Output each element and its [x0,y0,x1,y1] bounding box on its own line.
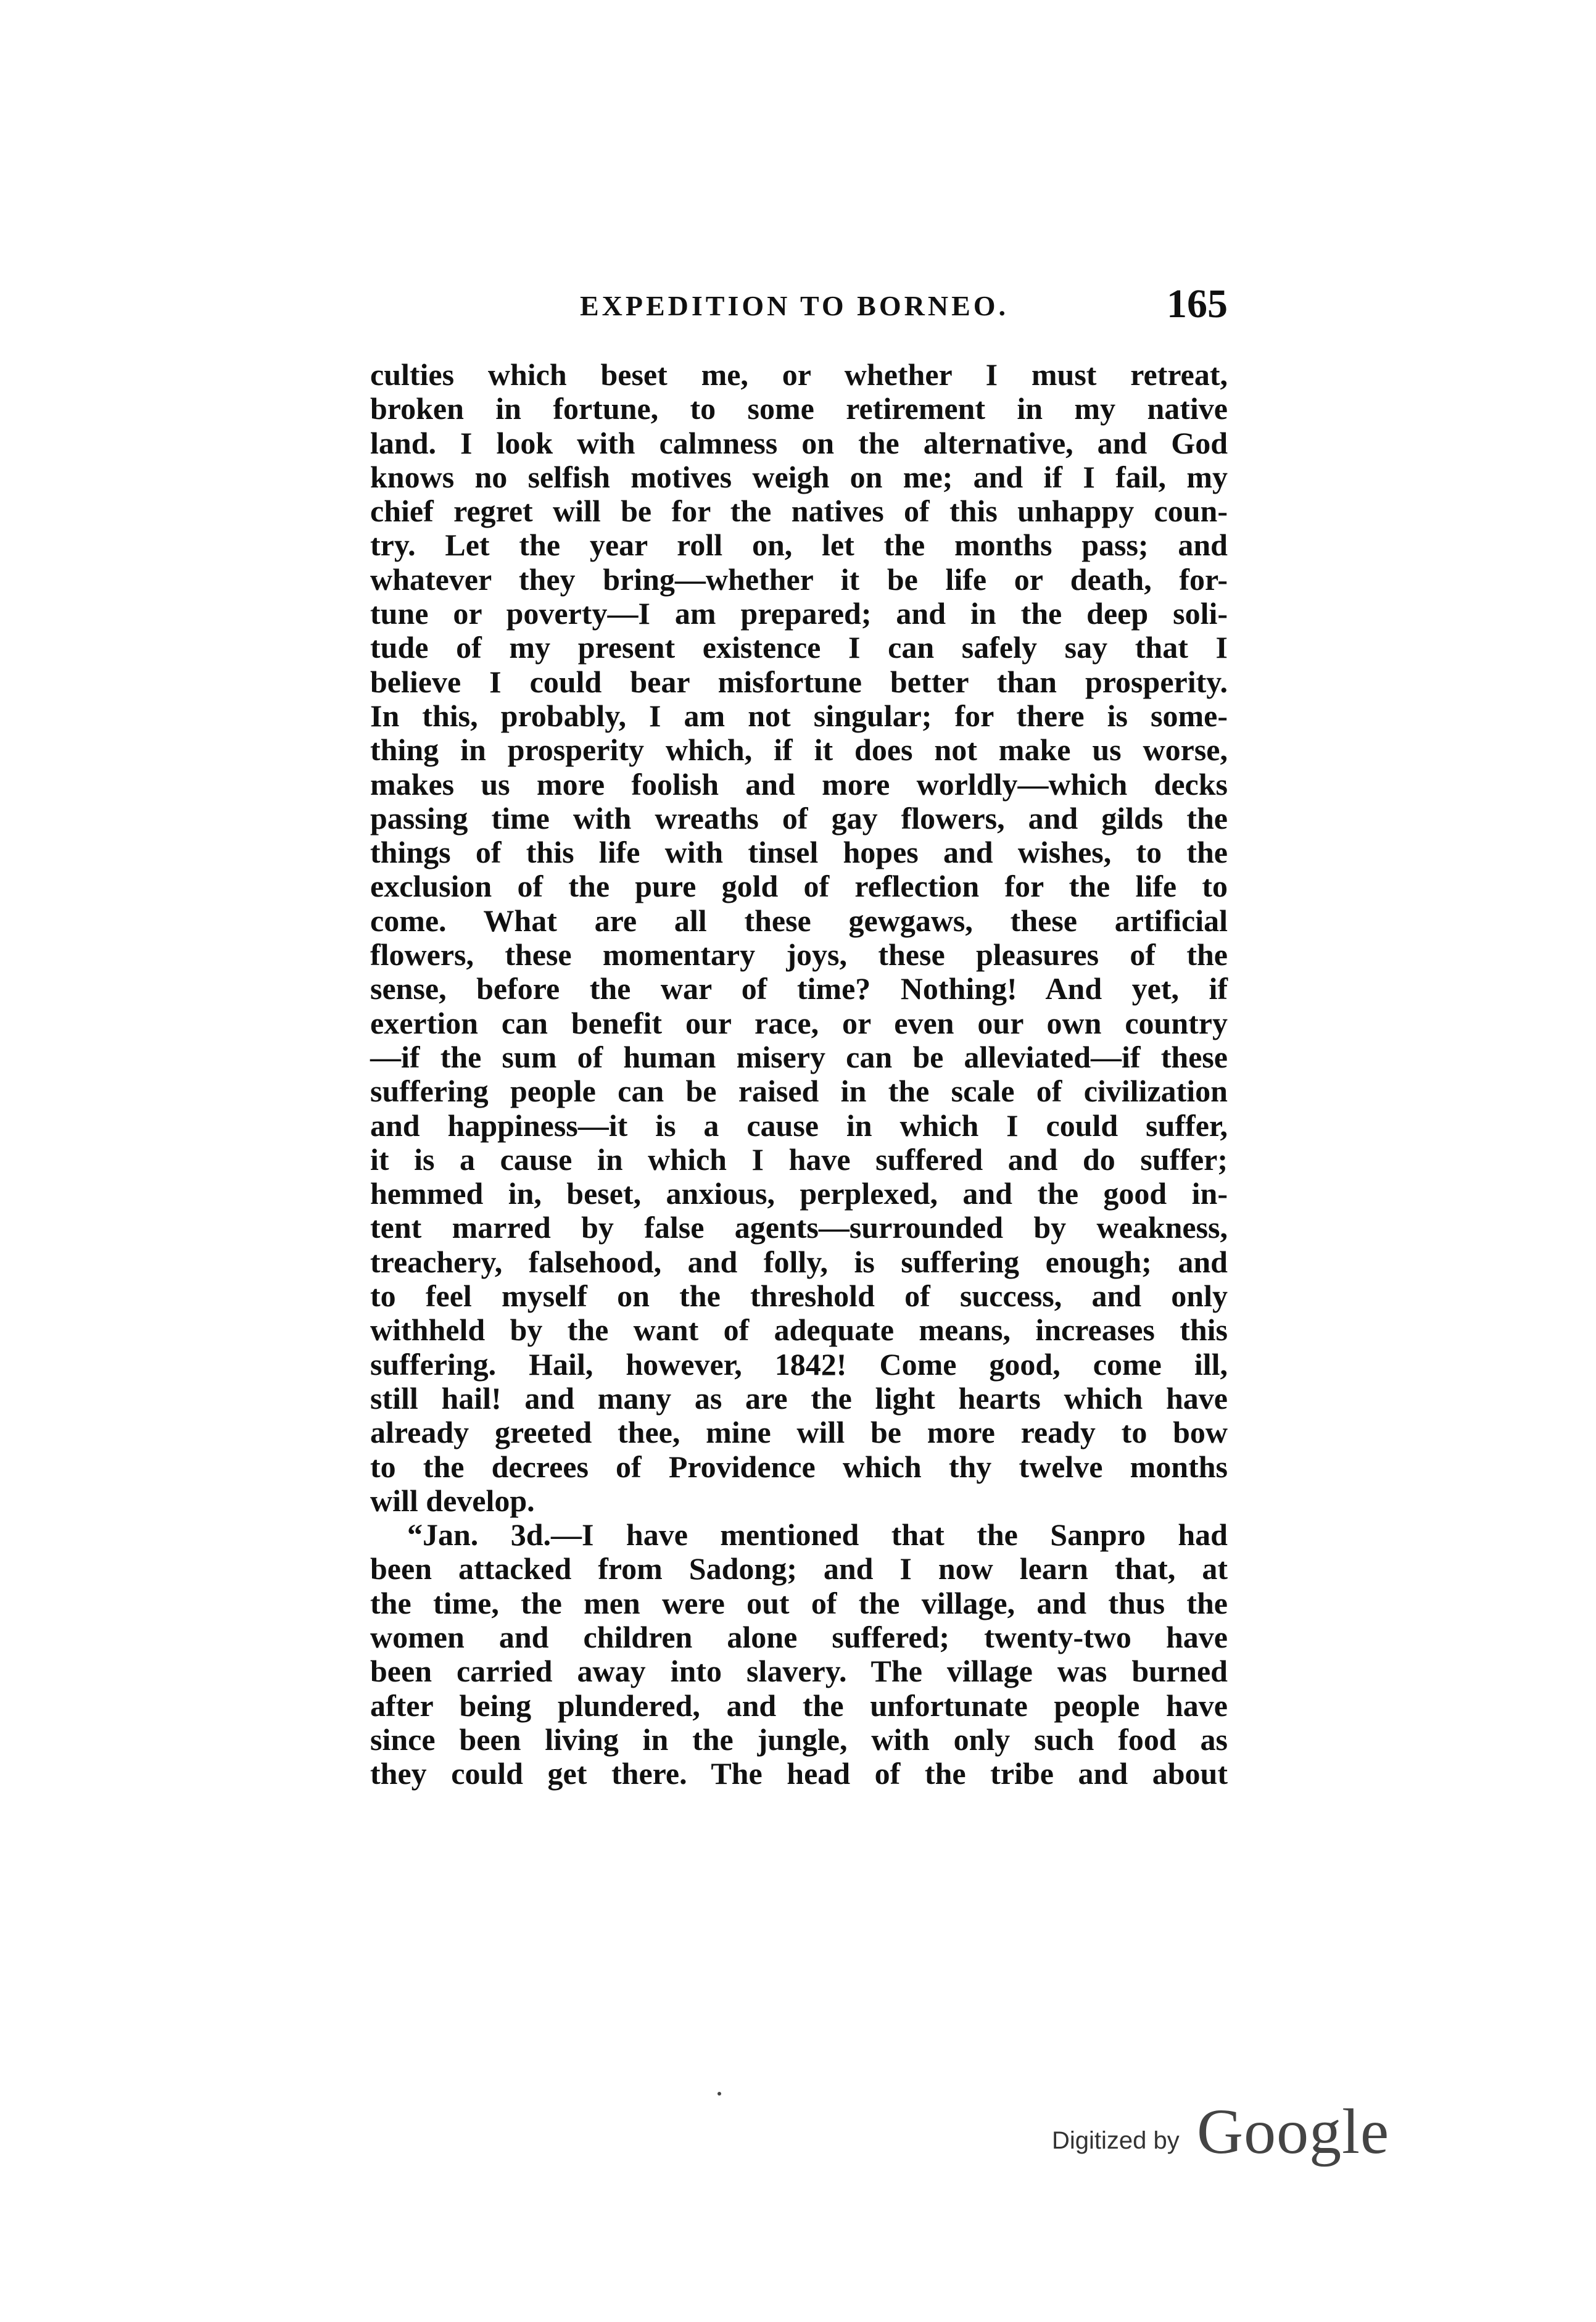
text-line: hemmed in, beset, anxious, perplexed, and the good in- [370,1176,1228,1211]
text-line: land. I look with calmness on the alternative, and God [370,425,1228,460]
text-line: and happiness—it is a cause in which I could suffer, [370,1108,1228,1143]
text-line: passing time with wreaths of gay flowers, and gilds the [370,800,1228,836]
text-line: been attacked from Sadong; and I now learn that, at [370,1551,1228,1586]
text-line: In this, probably, I am not singular; for there is some- [370,698,1228,733]
text-line: withheld by the want of adequate means, increases this [370,1312,1228,1348]
text-line: women and children alone suffered; twenty-two have [370,1619,1228,1654]
text-line: whatever they bring—whether it be life or death, for- [370,562,1228,597]
text-line: still hail! and many as are the light hearts which have [370,1380,1228,1416]
text-line: sense, before the war of time? Nothing! And yet, if [370,971,1228,1006]
digitized-by-watermark [1052,2095,1397,2169]
text-line: broken in fortune, to some retirement in my native [370,391,1228,426]
text-line: since been living in the jungle, with only such food as [370,1722,1228,1757]
text-line: it is a cause in which I have suffered and do suffer; [370,1142,1228,1177]
running-title: EXPEDITION TO BORNEO. [580,290,1009,321]
text-line: tent marred by false agents—surrounded by weakness, [370,1210,1228,1245]
text-line: believe I could bear misfortune better than prosperity. [370,664,1228,699]
text-line: exertion can benefit our race, or even our own country [370,1005,1228,1040]
google-logo: Google [1197,2096,1390,2167]
text-line: after being plundered, and the unfortunate people have [370,1688,1228,1723]
text-line: culties which beset me, or whether I must retreat, [370,357,1228,392]
text-line: —if the sum of human misery can be alleviated—if these [370,1039,1228,1074]
text-line: suffering. Hail, however, 1842! Come good, come ill, [370,1346,1228,1382]
text-line: exclusion of the pure gold of reflection for the life to [370,869,1228,904]
text-line: treachery, falsehood, and folly, is suffering enough; and [370,1244,1228,1279]
text-line: tude of my present existence I can safely say that I [370,630,1228,665]
text-line: to the decrees of Providence which thy twelve months [370,1449,1228,1484]
text-line: suffering people can be raised in the scale of civilization [370,1074,1228,1109]
text-line: will develop. [370,1483,535,1518]
text-line: been carried away into slavery. The village was burned [370,1654,1228,1689]
text-line: chief regret will be for the natives of this unhappy coun- [370,494,1228,529]
text-line: things of this life with tinsel hopes and wishes, to the [370,835,1228,870]
text-line: “Jan. 3d.—I have mentioned that the Sanpro had [407,1517,1228,1553]
text-line: come. What are all these gewgaws, these artificial [370,903,1228,938]
print-speck [717,2092,721,2096]
text-line: makes us more foolish and more worldly—which decks [370,766,1228,802]
page-number: 165 [1167,281,1228,326]
text-line: the time, the men were out of the village, and thus the [370,1585,1228,1620]
running-head [370,281,1228,336]
text-line: knows no selfish motives weigh on me; and if I fail, my [370,459,1228,494]
text-line: flowers, these momentary joys, these pleasures of the [370,937,1228,972]
text-line: they could get there. The head of the tribe and about [370,1756,1228,1791]
digitized-by-label: Digitized by [1052,2127,1180,2154]
text-line: thing in prosperity which, if it does not make us worse, [370,732,1228,768]
text-line: try. Let the year roll on, let the months pass; and [370,528,1228,563]
text-line: tune or poverty—I am prepared; and in the deep soli- [370,596,1228,631]
text-line: to feel myself on the threshold of success, and only [370,1279,1228,1314]
body-text [370,358,1228,1791]
text-line: already greeted thee, mine will be more ready to bow [370,1415,1228,1450]
